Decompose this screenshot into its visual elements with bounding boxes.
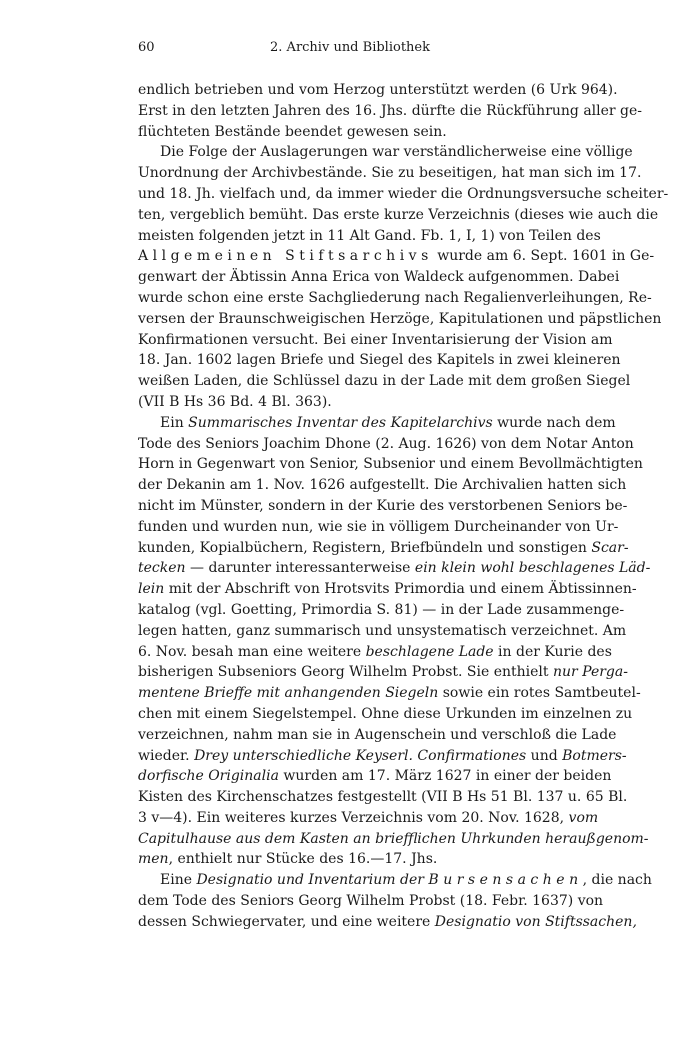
text-line [138, 912, 637, 933]
italic-text: Summarisches Inventar des Kapitelarchivs [188, 414, 493, 431]
italic-text: dorfische Originalia [138, 768, 279, 785]
text-line: Tode des Seniors Joachim Dhone (2. Aug. 1626) von dem Notar Anton [138, 435, 634, 452]
text-line [138, 642, 612, 663]
text-segment: Ein [160, 414, 189, 431]
spaced-text: Bursensachen [428, 872, 583, 889]
text-segment: wurden am 17. März 1627 in einer der beiden [278, 768, 612, 785]
text-line: Konfirmationen versucht. Bei einer Inventarisierung der Vision am [138, 331, 613, 348]
text-line: verzeichnen, nahm man sie in Augenschein und verschloß die Lade [138, 726, 617, 743]
italic-text: Designatio von Stiftssachen, [434, 913, 637, 930]
text-line: und 18. Jh. vielfach und, da immer wieder die Ordnungsversuche scheiter- [138, 185, 669, 202]
text-line: genwart der Äbtissin Anna Erica von Waldeck aufgenommen. Dabei [138, 269, 620, 286]
text-line: ten, vergeblich bemüht. Das erste kurze Verzeichnis (dieses wie auch die [138, 206, 659, 223]
text-line: chen mit einem Siegelstempel. Ohne diese Urkunden im einzelnen zu [138, 705, 633, 722]
italic-text: Capitulhause aus dem Kasten an briefflichen Uhrkunden heraußgenom- [138, 830, 649, 847]
text-line: der Dekanin am 1. Nov. 1626 aufgestellt. Die Archivalien hatten sich [138, 477, 627, 494]
text-segment: Eine [160, 872, 197, 889]
text-line [138, 808, 599, 829]
text-segment: 3 v—4). Ein weiteres kurzes Verzeichnis vom 20. Nov. 1628, [138, 809, 569, 826]
text-segment: dessen Schwiegervater, und eine weitere [138, 913, 435, 930]
text-segment: wurde nach dem [492, 414, 616, 431]
text-line: dem Tode des Seniors Georg Wilhelm Probst (18. Febr. 1637) von [138, 893, 604, 910]
spaced-text: Allgemeinen Stiftsarchivs [138, 248, 433, 265]
text-line: katalog (vgl. Goetting, Primordia S. 81) — in der Lade zusammenge- [138, 601, 625, 618]
text-segment: bisherigen Subseniors Georg Wilhelm Probst. Sie enthielt [138, 664, 553, 681]
running-head: 2. Archiv und Bibliothek [270, 40, 430, 55]
italic-text: nur Perga- [552, 664, 628, 681]
italic-text: lein [138, 581, 165, 598]
text-line: legen hatten, ganz summarisch und unsystematisch verzeichnet. Am [138, 622, 627, 639]
italic-text: beschlagene Lade [365, 643, 494, 660]
text-line: meisten folgenden jetzt in 11 Alt Gand. Fb. 1, I, 1) von Teilen des [138, 227, 601, 244]
text-line [138, 683, 641, 704]
italic-text: mentene Brieffe mit anhangenden Siegeln [138, 685, 439, 702]
text-line [138, 746, 627, 767]
italic-text: ein klein wohl beschlagenes Läd- [414, 560, 651, 577]
text-line: Erst in den letzten Jahren des 16. Jhs. dürfte die Rückführung aller ge- [138, 102, 643, 119]
text-line: Kisten des Kirchenschatzes festgestellt (VII B Hs 51 Bl. 137 u. 65 Bl. [138, 789, 628, 806]
text-line [138, 766, 612, 787]
text-line: nicht im Münster, sondern in der Kurie des verstorbenen Seniors be- [138, 497, 628, 514]
text-line: (VII B Hs 36 Bd. 4 Bl. 363). [138, 393, 332, 410]
text-line: 18. Jan. 1602 lagen Briefe und Siegel des Kapitels in zwei kleineren [138, 352, 621, 369]
text-line [138, 246, 655, 267]
text-segment: kunden, Kopialbüchern, Registern, Briefbündeln und sonstigen [138, 539, 592, 556]
body-text [138, 80, 669, 933]
text-line: weißen Laden, die Schlüssel dazu in der Lade mit dem großen Siegel [138, 373, 631, 390]
text-segment: , enthielt nur Stücke des 16.—17. Jhs. [168, 851, 438, 868]
text-line [138, 662, 628, 683]
text-line: Horn in Gegenwart von Senior, Subsenior und einem Bevollmächtigten [138, 456, 643, 473]
page-header [138, 38, 562, 58]
italic-text: Drey unterschiedliche Keyserl. Confirmationes [194, 747, 527, 764]
text-line [138, 538, 629, 559]
italic-text: Scar- [591, 539, 629, 556]
page-number: 60 [138, 40, 155, 55]
text-line [138, 849, 562, 870]
text-line: wurde schon eine erste Sachgliederung nach Regalienverleihungen, Re- [138, 289, 652, 306]
text-line [138, 829, 649, 850]
text-segment: , die nach [582, 872, 652, 889]
text-line: Die Folge der Auslagerungen war verständlicherweise eine völlige [160, 144, 633, 161]
italic-text: men [138, 851, 169, 868]
text-line: versen der Braunschweigischen Herzöge, Kapitulationen und päpstlichen [138, 310, 662, 327]
text-segment: 6. Nov. besah man eine weitere [138, 643, 366, 660]
text-line: funden und wurden nun, wie sie in völligem Durcheinander von Ur- [138, 518, 619, 535]
italic-text: Designatio und Inventarium der [196, 872, 429, 889]
text-segment: in der Kurie des [493, 643, 612, 660]
text-line [138, 579, 637, 600]
italic-text: tecken [138, 560, 186, 577]
italic-text: Botmers- [562, 747, 627, 764]
text-line: flüchteten Bestände beendet gewesen sein. [138, 123, 447, 140]
text-line [138, 870, 652, 891]
text-line: endlich betrieben und vom Herzog unterstützt werden (6 Urk 964). [138, 82, 618, 98]
text-line [138, 413, 616, 434]
text-segment: und [526, 747, 563, 764]
italic-text: vom [568, 809, 599, 826]
text-line: Unordnung der Archivbestände. Sie zu beseitigen, hat man sich im 17. [138, 165, 642, 182]
text-segment: mit der Abschrift von Hrotsvits Primordia und einem Äbtissinnen- [164, 581, 637, 598]
text-segment: — darunter interessanterweise [185, 560, 415, 577]
text-line [138, 558, 651, 579]
text-segment: wurde am 6. Sept. 1601 in Ge- [432, 248, 655, 265]
text-segment: sowie ein rotes Samtbeutel- [438, 685, 641, 702]
text-segment: wieder. [138, 747, 195, 764]
